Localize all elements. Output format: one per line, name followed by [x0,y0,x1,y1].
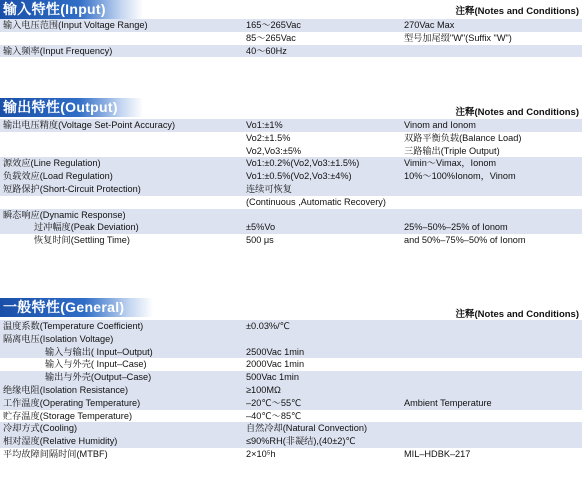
param-label: 相对湿度(Relative Humidity) [3,436,118,447]
param-value: 500Vac 1min [246,372,299,383]
param-note: 25%–50%–25% of Ionom [404,222,508,233]
param-value: Vo1:±1% [246,120,283,130]
table-row [0,410,582,423]
param-label: 工作温度(Operating Temperature) [3,397,141,408]
param-value: –40℃～85℃ [246,410,302,421]
param-value: Vo2,Vo3:±5% [246,145,302,156]
table-row [0,183,582,196]
param-value: 2500Vac 1min [246,346,305,357]
param-note: 型号加尾缀"W"(Suffix "W") [404,32,512,43]
param-note: 10%～100%Ionom，Vinom [404,171,516,182]
param-label: 绝缘电阻(Isolation Resistance) [3,384,129,395]
table-row [0,170,582,183]
param-label: 短路保护(Short-Circuit Protection) [3,183,141,194]
table-row [0,145,582,158]
param-label: 隔离电压(Isolation Voltage) [3,333,114,344]
table-row [0,32,582,45]
table-row [0,371,582,384]
param-note: 三路输出(Triple Output) [404,145,500,156]
param-label: 贮存温度(Storage Temperature) [3,410,133,421]
output-section-header [0,98,582,117]
param-value: 500 μs [246,235,274,246]
param-note: Vimin～Vimax，Ionom [404,158,497,169]
table-row [0,346,582,359]
general-notes-heading: 注释(Notes and Conditions) [455,309,579,320]
output-section-title: 输出特性(Output) [0,98,143,117]
param-label: 过冲幅度(Peak Deviation) [34,222,139,233]
param-value: 165～265Vac [246,20,301,30]
param-label: 负载效应(Load Regulation) [3,171,113,182]
table-row [0,435,582,448]
param-value: 85～265Vac [246,32,296,43]
param-value: ±5%Vo [246,222,276,233]
param-value: 40～60Hz [246,45,287,56]
table-row [0,358,582,371]
param-label: 恢复时间(Settling Time) [34,235,130,246]
input-notes-heading: 注释(Notes and Conditions) [455,6,579,17]
param-value: Vo2:±1.5% [246,132,291,143]
param-value: 自然冷却(Natural Convection) [246,423,368,434]
table-row [0,333,582,346]
param-note: Ambient Temperature [404,397,492,408]
table-row [0,196,582,209]
param-value: 2000Vac 1min [246,359,305,370]
general-section-title: 一般特性(General) [0,298,153,317]
param-value: –20℃～55℃ [246,397,302,408]
general-section-header [0,298,582,320]
param-note: 双路平衡负载(Balance Load) [404,132,522,143]
param-note: Vinom and Ionom [404,120,476,130]
table-row [0,397,582,410]
table-row [0,45,582,58]
param-value: 2×10⁵h [246,448,276,459]
param-label: 瞬态响应(Dynamic Response) [3,209,126,220]
input-section-header [0,0,582,19]
param-label: 输出与外壳(Output–Case) [45,372,152,383]
table-row [0,320,582,333]
param-label: 输入电压范围(Input Voltage Range) [3,20,148,30]
table-row [0,234,582,247]
param-label: 输入与外壳( Input–Case) [45,359,147,370]
output-section [0,98,582,247]
param-label: 冷却方式(Cooling) [3,423,78,434]
input-section-title: 输入特性(Input) [0,0,143,19]
input-section [0,0,582,57]
table-row [0,422,582,435]
param-value: (Continuous ,Automatic Recovery) [246,196,386,207]
table-row [0,448,582,461]
table-row [0,119,582,132]
param-note: 270Vac Max [404,20,455,30]
param-value: 连续可恢复 [246,183,292,194]
param-label: 温度系数(Temperature Coefficient) [3,321,144,331]
param-label: 输入与输出( Input–Output) [45,346,153,357]
param-note: and 50%–75%–50% of Ionom [404,235,526,246]
param-label: 输入频率(Input Frequency) [3,45,113,56]
param-value: Vo1:±0.5%(Vo2,Vo3:±4%) [246,171,352,182]
table-row [0,209,582,222]
output-notes-heading: 注释(Notes and Conditions) [455,107,579,118]
table-row [0,19,582,32]
param-label: 平均故障间隔时间(MTBF) [3,448,108,459]
param-label: 源效应(Line Regulation) [3,158,101,169]
general-section [0,298,582,461]
param-note: MIL–HDBK–217 [404,448,471,459]
table-row [0,157,582,170]
param-value: ≤90%RH(非凝结),(40±2)℃ [246,436,356,447]
param-value: ±0.03%/℃ [246,321,290,331]
param-label: 输出电压精度(Voltage Set-Point Accuracy) [3,120,176,130]
table-row [0,221,582,234]
table-row [0,132,582,145]
param-value: ≥100MΩ [246,384,281,395]
param-value: Vo1:±0.2%(Vo2,Vo3:±1.5%) [246,158,360,169]
table-row [0,384,582,397]
